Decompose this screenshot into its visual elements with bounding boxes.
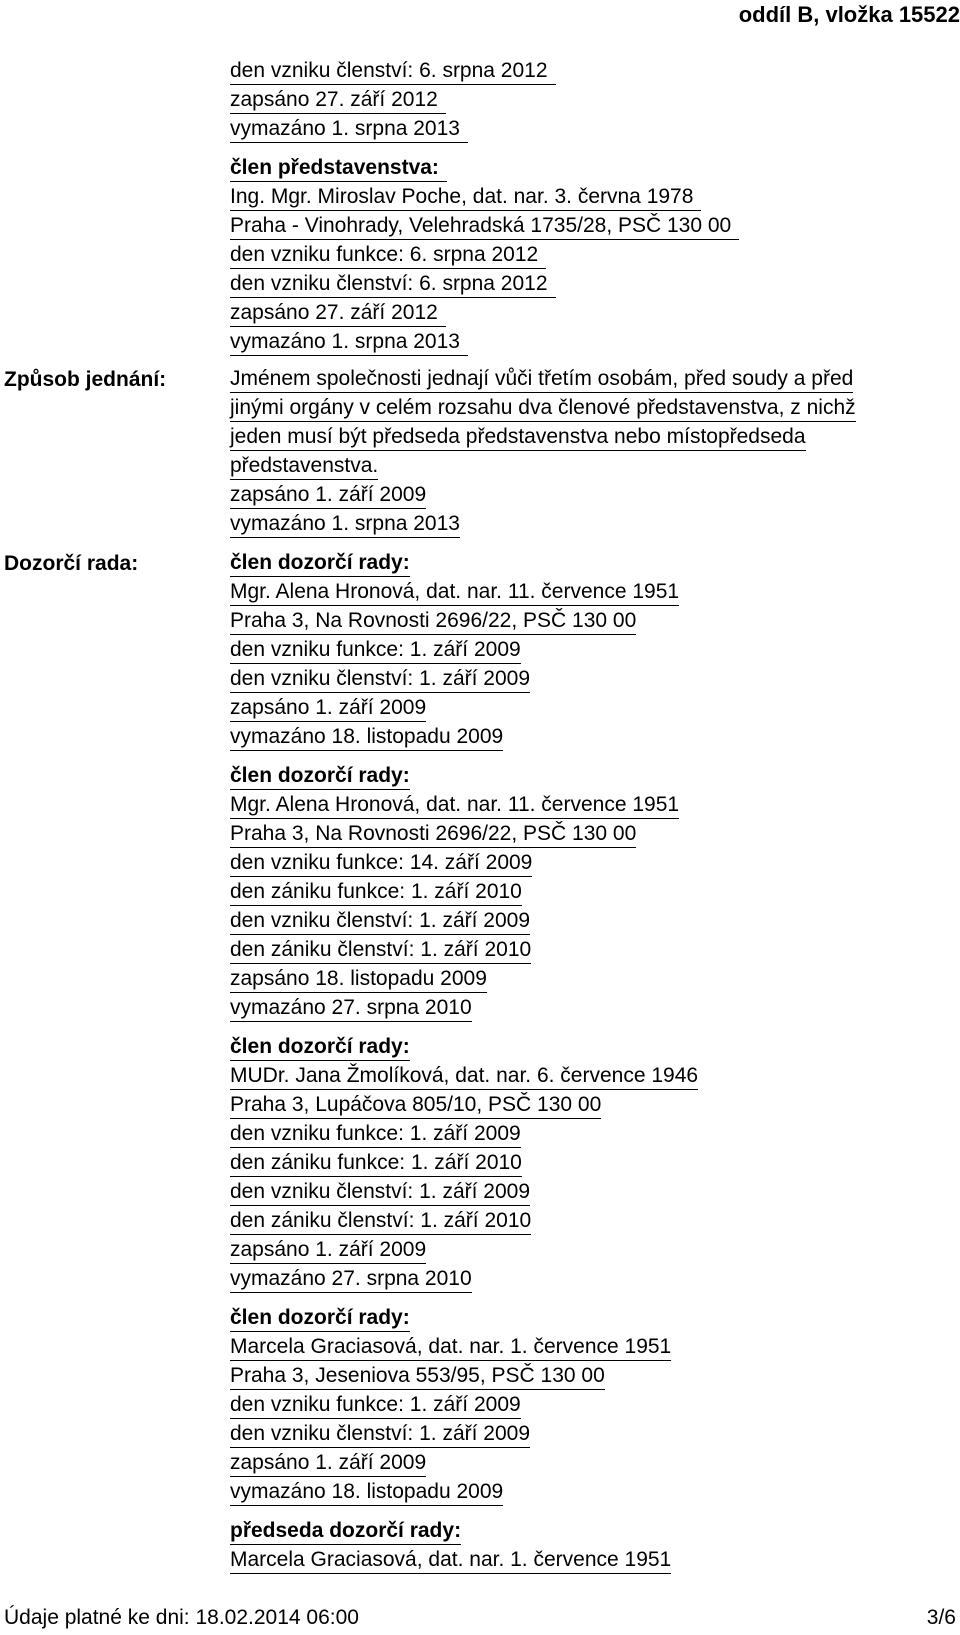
board-prev-block [0, 58, 960, 358]
entry-line: Praha 3, Lupáčova 805/10, PSČ 130 00 [230, 1092, 601, 1119]
entry-line: Ing. Mgr. Miroslav Poche, dat. nar. 3. června 1978 [230, 184, 701, 211]
entry-line: Praha - Vinohrady, Velehradská 1735/28, PSČ 130 00 [230, 213, 739, 240]
entry-line: den vzniku členství: 1. září 2009 [230, 1179, 530, 1206]
entry-line: den vzniku funkce: 1. září 2009 [230, 1121, 521, 1148]
entry-line: den vzniku členství: 1. září 2009 [230, 1421, 530, 1448]
entry-line: vymazáno 1. srpna 2013 [230, 116, 468, 143]
entry-line: den zániku členství: 1. září 2010 [230, 1208, 531, 1235]
entry-line: představenstva. [230, 453, 378, 480]
entry-line: Jménem společnosti jednají vůči třetím osobám, před soudy a před [230, 366, 853, 393]
entry-line: vymazáno 1. srpna 2013 [230, 329, 468, 356]
member-title: člen dozorčí rady: [230, 763, 410, 790]
entry-line: MUDr. Jana Žmolíková, dat. nar. 6. července 1946 [230, 1063, 698, 1090]
entry-line: vymazáno 18. listopadu 2009 [230, 1479, 503, 1506]
entry-line: den zániku členství: 1. září 2010 [230, 937, 531, 964]
entry-line: den vzniku členství: 1. září 2009 [230, 666, 530, 693]
entry-line: vymazáno 18. listopadu 2009 [230, 724, 503, 751]
entry-line: den zániku funkce: 1. září 2010 [230, 879, 522, 906]
entry-line: jeden musí být předseda představenstva nebo místopředseda [230, 424, 806, 451]
entry-line: vymazáno 27. srpna 2010 [230, 995, 472, 1022]
entry-line: den vzniku funkce: 1. září 2009 [230, 637, 521, 664]
representation-label: Způsob jednání: [4, 368, 167, 391]
supervisory-board-section [0, 550, 960, 1576]
member-title: člen dozorčí rady: [230, 550, 410, 577]
entry-line: den zániku funkce: 1. září 2010 [230, 1150, 522, 1177]
entry-line: Praha 3, Jeseniova 553/95, PSČ 130 00 [230, 1363, 605, 1390]
supervisory-board-label: Dozorčí rada: [4, 552, 139, 575]
entry-line: den vzniku funkce: 6. srpna 2012 [230, 242, 546, 269]
entry-line: Mgr. Alena Hronová, dat. nar. 11. července 1951 [230, 579, 679, 606]
representation-section [0, 366, 960, 540]
entry-line: Praha 3, Na Rovnosti 2696/22, PSČ 130 00 [230, 821, 636, 848]
entry-line: zapsáno 1. září 2009 [230, 482, 426, 509]
member-title: předseda dozorčí rady: [230, 1518, 461, 1545]
entry-line: zapsáno 1. září 2009 [230, 695, 426, 722]
member-title: člen představenstva: [230, 155, 447, 182]
document-body [0, 58, 960, 1576]
entry-line: den vzniku funkce: 14. září 2009 [230, 850, 532, 877]
entry-line: den vzniku členství: 6. srpna 2012 [230, 58, 556, 85]
entry-line: zapsáno 1. září 2009 [230, 1237, 426, 1264]
entry-line: vymazáno 27. srpna 2010 [230, 1266, 472, 1293]
member-title: člen dozorčí rady: [230, 1305, 410, 1332]
entry-line: zapsáno 27. září 2012 [230, 300, 446, 327]
entry-line: zapsáno 1. září 2009 [230, 1450, 426, 1477]
entry-line: Marcela Graciasová, dat. nar. 1. července 1951 [230, 1334, 671, 1361]
entry-line: jinými orgány v celém rozsahu dva členové představenstva, z nichž [230, 395, 856, 422]
page-number: 3/6 [926, 1606, 956, 1629]
entry-line: zapsáno 27. září 2012 [230, 87, 446, 114]
section-reference: oddíl B, vložka 15522 [738, 2, 960, 27]
entry-line: den vzniku členství: 6. srpna 2012 [230, 271, 556, 298]
entry-line: den vzniku členství: 1. září 2009 [230, 908, 530, 935]
member-title: člen dozorčí rady: [230, 1034, 410, 1061]
entry-line: vymazáno 1. srpna 2013 [230, 511, 460, 538]
entry-line: zapsáno 18. listopadu 2009 [230, 966, 487, 993]
entry-line: Mgr. Alena Hronová, dat. nar. 11. července 1951 [230, 792, 679, 819]
page-footer [0, 1601, 960, 1635]
entry-line: den vzniku funkce: 1. září 2009 [230, 1392, 521, 1419]
valid-as-of: Údaje platné ke dni: 18.02.2014 06:00 [4, 1606, 359, 1629]
entry-line: Praha 3, Na Rovnosti 2696/22, PSČ 130 00 [230, 608, 636, 635]
entry-line: Marcela Graciasová, dat. nar. 1. července 1951 [230, 1547, 671, 1574]
